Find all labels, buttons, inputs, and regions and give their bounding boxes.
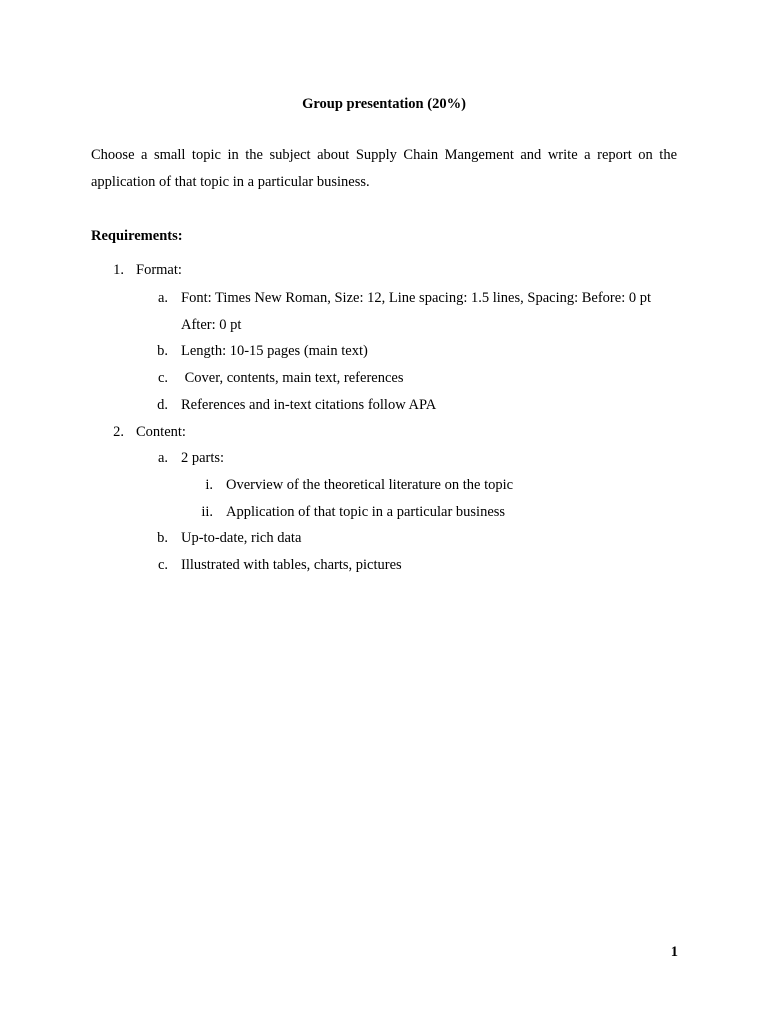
list-item-format: Format: (136, 262, 182, 278)
list-marker-2ai: i. (205, 477, 213, 493)
list-marker-2c: c. (157, 557, 168, 573)
list-item-cover: Cover, contents, main text, references (181, 370, 404, 386)
list-item-length: Length: 10-15 pages (main text) (181, 343, 368, 359)
list-marker-1: 1. (113, 262, 124, 278)
list-item-references: References and in-text citations follow APA (181, 397, 437, 413)
list-item-overview: Overview of the theoretical literature on the topic (226, 477, 514, 493)
list-item-data: Up-to-date, rich data (181, 530, 302, 546)
list-marker-1d: d. (157, 397, 168, 413)
intro-paragraph: Choose a small topic in the subject about Supply Chain Mangement and write a report on the application of that topic in a particular business. (91, 147, 677, 190)
list-marker-1a: a. (157, 290, 168, 306)
requirements-heading: Requirements: (91, 228, 183, 244)
list-item-application: Application of that topic in a particular business (226, 504, 506, 520)
list-item-font-continued: After: 0 pt (181, 317, 242, 333)
list-item-illustrated: Illustrated with tables, charts, pictures (181, 557, 402, 573)
list-item-content: Content: (136, 424, 186, 440)
list-item-parts: 2 parts: (181, 450, 225, 466)
list-marker-2b: b. (157, 530, 168, 546)
list-item-font: Font: Times New Roman, Size: 12, Line spacing: 1.5 lines, Spacing: Before: 0 pt (181, 290, 652, 306)
list-marker-1c: c. (157, 370, 168, 386)
list-marker-2aii: ii. (201, 504, 213, 520)
list-marker-2: 2. (113, 424, 124, 440)
document-title: Group presentation (20%) (302, 96, 466, 112)
list-marker-2a: a. (157, 450, 168, 466)
page-number: 1 (670, 944, 678, 960)
list-marker-1b: b. (157, 343, 168, 359)
